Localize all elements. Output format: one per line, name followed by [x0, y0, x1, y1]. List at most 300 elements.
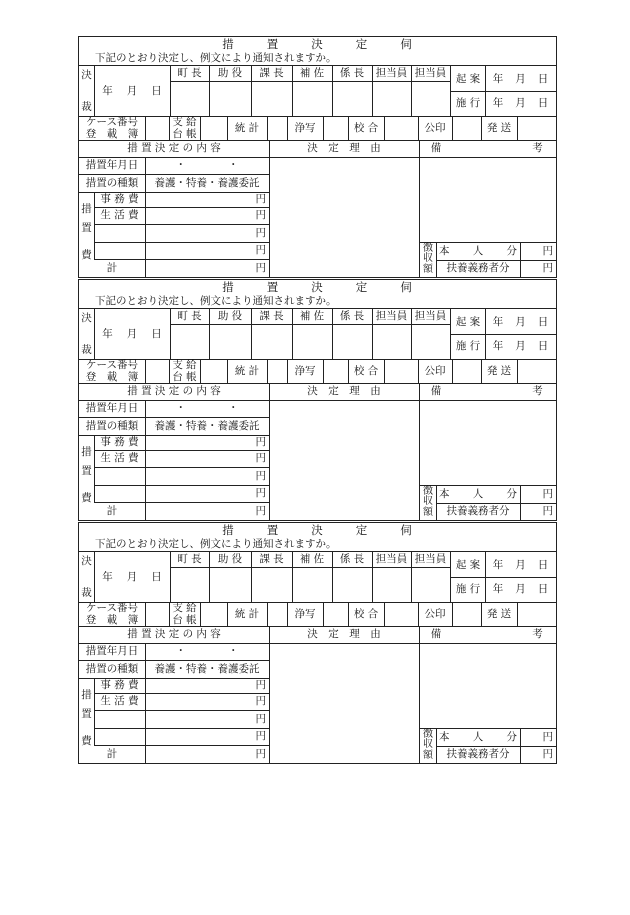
daichou-label: 台 帳: [172, 613, 197, 626]
sochi-hi-char: 措: [81, 688, 92, 701]
date-part: 日: [537, 72, 549, 85]
form-title-char: 定: [355, 279, 369, 294]
amount-field[interactable]: 円: [255, 452, 266, 465]
date-part: 日: [537, 96, 549, 109]
rule-v: [292, 65, 293, 116]
rule-v: [227, 116, 228, 140]
amount-field[interactable]: 円: [255, 261, 266, 274]
choushu-char: 収: [423, 253, 433, 265]
date-part: 日: [537, 315, 549, 328]
rule-v: [94, 551, 95, 602]
biko-label: 備: [430, 385, 442, 398]
approver-stamp-box[interactable]: [372, 81, 411, 116]
sochi-kettei-form: [78, 522, 557, 764]
honnin-char: 人: [472, 244, 484, 257]
choushu-char: 徴: [423, 242, 433, 254]
rule-v: [323, 359, 324, 383]
approver-label: 補 佐: [299, 310, 325, 323]
approver-label: 係 長: [339, 310, 365, 323]
rule-h: [450, 577, 556, 578]
date-part: 月: [515, 315, 526, 328]
touroku-label: 登 載 簿: [85, 127, 139, 140]
kouin-label: 公印: [424, 121, 446, 134]
rule-v: [170, 65, 171, 116]
date-field[interactable]: [94, 552, 170, 602]
kessai-char-bottom: 裁: [81, 586, 92, 599]
approver-stamp-box[interactable]: [251, 324, 292, 359]
rule-v: [227, 359, 228, 383]
amount-field[interactable]: 円: [255, 487, 266, 500]
honnin-amount[interactable]: 円: [542, 244, 553, 257]
rule-v: [332, 551, 333, 602]
case-no-label: ケース番号: [86, 601, 138, 614]
form-title-char: 措: [222, 36, 235, 51]
date-part: 年: [492, 72, 504, 85]
rule-v: [520, 485, 521, 520]
date-part: 年: [492, 582, 504, 595]
rule-v: [170, 308, 171, 359]
kessai-char-top: 決: [81, 311, 92, 324]
daichou-label: 台 帳: [172, 370, 197, 383]
rule-v: [145, 157, 146, 277]
kougou-label: 校 合: [353, 364, 379, 377]
amount-field[interactable]: 円: [255, 504, 266, 517]
rule-v: [481, 116, 482, 140]
day-label: 日: [151, 327, 162, 340]
date-part: 月: [515, 339, 526, 352]
kessai-char-top: 決: [81, 554, 92, 567]
total-label: 計: [106, 504, 118, 517]
form-title-char: 決: [311, 36, 324, 51]
content-header: 措 置 決 定 の 内 容: [127, 385, 221, 398]
approver-stamp-box[interactable]: [209, 567, 251, 602]
honnin-amount[interactable]: 円: [542, 487, 553, 500]
rule-v: [251, 308, 252, 359]
form-title: [79, 523, 556, 538]
kessai-char-bottom: 裁: [81, 343, 92, 356]
reason-header: 決 定 理 由: [307, 385, 381, 398]
rule-v: [145, 643, 146, 763]
shikou-date[interactable]: [485, 335, 556, 357]
rule-h: [450, 334, 556, 335]
rule-v: [287, 116, 288, 140]
approver-stamp-box[interactable]: [332, 81, 372, 116]
notice-text: 下記のとおり決定し、例文により通知されますか。: [95, 294, 337, 307]
sochi-hi-char: 置: [81, 464, 92, 477]
approver-stamp-box[interactable]: [170, 81, 209, 116]
fuyou-label: 扶養義務者分: [446, 262, 510, 275]
rule-v: [145, 359, 146, 383]
case-no-label: ケース番号: [86, 358, 138, 371]
rule-v: [287, 602, 288, 626]
rule-v: [227, 602, 228, 626]
kian-date[interactable]: [485, 311, 556, 333]
approver-stamp-box[interactable]: [411, 567, 450, 602]
kessai-char-bottom: 裁: [81, 100, 92, 113]
rule-v: [145, 116, 146, 140]
approver-label: 担当員: [375, 67, 408, 80]
approver-label: 補 佐: [299, 67, 325, 80]
rule-v: [436, 485, 437, 520]
date-part: 年: [492, 315, 504, 328]
rule-v: [267, 116, 268, 140]
rule-v: [411, 65, 412, 116]
sochi-date-label: 措置年月日: [85, 159, 139, 172]
approver-label: 助 役: [217, 553, 243, 566]
amount-field[interactable]: 円: [255, 679, 266, 692]
honnin-char: 本: [439, 730, 450, 743]
approver-label: 担当員: [375, 310, 408, 323]
rule-v: [372, 551, 373, 602]
rule-v: [94, 678, 95, 745]
rule-h: [170, 324, 450, 325]
seikatsuhi-label: 生 活 費: [100, 695, 139, 708]
approver-stamp-box[interactable]: [332, 567, 372, 602]
honnin-char: 分: [506, 244, 517, 257]
form-title-char: 伺: [400, 522, 413, 537]
month-label: 月: [126, 327, 138, 340]
rule-v: [419, 626, 420, 763]
amount-field[interactable]: 円: [255, 469, 266, 482]
kian-label: 起 案: [455, 72, 481, 85]
rule-v: [267, 602, 268, 626]
rule-v: [169, 359, 170, 383]
rule-v: [418, 116, 419, 140]
approver-label: 町 長: [177, 67, 202, 80]
kian-label: 起 案: [455, 315, 481, 328]
rule-h: [170, 567, 450, 568]
sochi-hi-char: 措: [81, 202, 92, 215]
amount-field[interactable]: 円: [255, 244, 266, 257]
date-field[interactable]: [94, 309, 170, 359]
approver-label: 町 長: [177, 310, 202, 323]
approver-stamp-box[interactable]: [292, 567, 332, 602]
approver-label: 町 長: [177, 553, 202, 566]
choushu-char: 収: [423, 496, 433, 508]
rule-v: [200, 116, 201, 140]
form-title-char: 置: [266, 36, 280, 51]
rule-v: [209, 308, 210, 359]
amount-field[interactable]: 円: [255, 209, 266, 222]
form-title-char: 決: [311, 279, 324, 294]
kian-date[interactable]: [485, 68, 556, 90]
content-header: 措 置 決 定 の 内 容: [127, 142, 221, 155]
shikou-date[interactable]: [485, 578, 556, 600]
jousha-label: 浄写: [294, 607, 316, 620]
shikyu-label: 支 給: [172, 115, 197, 128]
sochi-date-value: ・ ・: [175, 159, 239, 172]
sochi-date-value: ・ ・: [175, 402, 239, 415]
kou-label: 考: [532, 385, 543, 398]
sochi-hi-char: 措: [81, 445, 92, 458]
rule-v: [292, 308, 293, 359]
rule-v: [411, 308, 412, 359]
form-title-char: 定: [355, 36, 369, 51]
approver-label: 係 長: [339, 553, 365, 566]
shikou-label: 施 行: [455, 582, 481, 595]
approver-label: 課 長: [259, 67, 284, 80]
rule-v: [419, 383, 420, 520]
amount-field[interactable]: 円: [255, 226, 266, 239]
toukei-label: 統 計: [234, 364, 260, 377]
rule-v: [452, 602, 453, 626]
date-part: 日: [537, 582, 549, 595]
approver-label: 担当員: [414, 310, 447, 323]
sochi-hi-char: 置: [81, 221, 92, 234]
rule-v: [348, 602, 349, 626]
rule-v: [145, 400, 146, 520]
notice-text: 下記のとおり決定し、例文により通知されますか。: [95, 51, 337, 64]
rule-v: [411, 551, 412, 602]
approver-label: 補 佐: [299, 553, 325, 566]
rule-v: [452, 359, 453, 383]
rule-v: [323, 116, 324, 140]
form-title-char: 伺: [400, 36, 413, 51]
rule-v: [94, 192, 95, 259]
sochi-kettei-form: [78, 279, 557, 521]
day-label: 日: [151, 84, 162, 97]
kian-label: 起 案: [455, 558, 481, 571]
rule-v: [323, 602, 324, 626]
seikatsuhi-label: 生 活 費: [100, 452, 139, 465]
approver-label: 助 役: [217, 67, 243, 80]
jimuhi-label: 事 務 費: [100, 436, 139, 449]
total-label: 計: [106, 261, 118, 274]
sochi-type-options: 養護・特養・養護委託: [154, 176, 260, 189]
sochi-type-options: 養護・特養・養護委託: [154, 419, 260, 432]
form-title-char: 措: [222, 522, 235, 537]
choushu-char: 徴: [423, 485, 433, 497]
rule-h: [170, 81, 450, 82]
daichou-label: 台 帳: [172, 127, 197, 140]
biko-label: 備: [430, 142, 442, 155]
approver-stamp-box[interactable]: [372, 567, 411, 602]
approver-label: 係 長: [339, 67, 365, 80]
form-title-char: 置: [266, 522, 280, 537]
jimuhi-label: 事 務 費: [100, 193, 139, 206]
shikou-date[interactable]: [485, 92, 556, 114]
rule-v: [145, 602, 146, 626]
sochi-date-value: ・ ・: [175, 645, 239, 658]
sochi-date-label: 措置年月日: [85, 645, 139, 658]
approver-stamp-box[interactable]: [209, 81, 251, 116]
rule-v: [517, 359, 518, 383]
rule-v: [209, 65, 210, 116]
approver-stamp-box[interactable]: [332, 324, 372, 359]
choushu-char: 額: [423, 749, 433, 761]
form-title-char: 措: [222, 279, 235, 294]
sochi-hi-char: 費: [81, 248, 92, 261]
rule-v: [169, 602, 170, 626]
rule-v: [269, 383, 270, 520]
kougou-label: 校 合: [353, 607, 379, 620]
rule-v: [251, 65, 252, 116]
rule-v: [94, 308, 95, 359]
jousha-label: 浄写: [294, 364, 316, 377]
approver-stamp-box[interactable]: [209, 324, 251, 359]
date-part: 年: [492, 558, 504, 571]
approver-label: 課 長: [259, 310, 284, 323]
rule-v: [267, 359, 268, 383]
form-title: [79, 280, 556, 295]
rule-v: [348, 359, 349, 383]
toukei-label: 統 計: [234, 121, 260, 134]
fuyou-label: 扶養義務者分: [446, 748, 510, 761]
rule-v: [418, 602, 419, 626]
kou-label: 考: [532, 142, 543, 155]
year-label: 年: [102, 327, 113, 340]
sochi-hi-char: 置: [81, 707, 92, 720]
shikyu-label: 支 給: [172, 358, 197, 371]
biko-label: 備: [430, 628, 442, 641]
content-header: 措 置 決 定 の 内 容: [127, 628, 221, 641]
rule-v: [200, 602, 201, 626]
hassou-label: 発 送: [486, 121, 512, 134]
reason-header: 決 定 理 由: [307, 628, 381, 641]
rule-v: [372, 65, 373, 116]
choushu-label: [420, 242, 436, 277]
seikatsuhi-label: 生 活 費: [100, 209, 139, 222]
honnin-char: 本: [439, 487, 450, 500]
fuyou-amount[interactable]: 円: [542, 505, 553, 518]
rule-v: [269, 626, 270, 763]
shikou-label: 施 行: [455, 339, 481, 352]
case-no-label: ケース番号: [86, 115, 138, 128]
rule-v: [384, 359, 385, 383]
approver-label: 担当員: [414, 67, 447, 80]
amount-field[interactable]: 円: [255, 436, 266, 449]
rule-v: [94, 65, 95, 116]
amount-field[interactable]: 円: [255, 193, 266, 206]
approver-stamp-box[interactable]: [170, 324, 209, 359]
jimuhi-label: 事 務 費: [100, 679, 139, 692]
approver-stamp-box[interactable]: [411, 81, 450, 116]
approver-stamp-box[interactable]: [251, 81, 292, 116]
honnin-label: [436, 728, 520, 746]
month-label: 月: [126, 84, 138, 97]
rule-v: [348, 116, 349, 140]
choushu-char: 額: [423, 506, 433, 518]
rule-v: [520, 242, 521, 277]
year-label: 年: [102, 84, 113, 97]
approver-label: 助 役: [217, 310, 243, 323]
amount-field[interactable]: 円: [255, 712, 266, 725]
kougou-label: 校 合: [353, 121, 379, 134]
sochi-type-label: 措置の種類: [85, 662, 139, 675]
date-part: 日: [537, 339, 549, 352]
rule-v: [384, 602, 385, 626]
rule-v: [332, 308, 333, 359]
amount-field[interactable]: 円: [255, 730, 266, 743]
approver-label: 課 長: [259, 553, 284, 566]
approver-stamp-box[interactable]: [251, 567, 292, 602]
amount-field[interactable]: 円: [255, 695, 266, 708]
date-part: 月: [515, 558, 526, 571]
sochi-date-label: 措置年月日: [85, 402, 139, 415]
date-part: 年: [492, 339, 504, 352]
rule-v: [452, 116, 453, 140]
rule-v: [517, 602, 518, 626]
honnin-char: 本: [439, 244, 450, 257]
honnin-char: 人: [472, 487, 484, 500]
hassou-label: 発 送: [486, 364, 512, 377]
rule-v: [209, 551, 210, 602]
approver-stamp-box[interactable]: [292, 81, 332, 116]
honnin-char: 分: [506, 487, 517, 500]
rule-v: [418, 359, 419, 383]
amount-field[interactable]: 円: [255, 747, 266, 760]
rule-v: [419, 140, 420, 277]
date-part: 日: [537, 558, 549, 571]
rule-v: [436, 728, 437, 763]
date-part: 月: [515, 582, 526, 595]
kou-label: 考: [532, 628, 543, 641]
sochi-type-label: 措置の種類: [85, 176, 139, 189]
rule-v: [481, 359, 482, 383]
month-label: 月: [126, 570, 138, 583]
form-title-char: 置: [266, 279, 280, 294]
form-title-char: 定: [355, 522, 369, 537]
rule-v: [251, 551, 252, 602]
reason-header: 決 定 理 由: [307, 142, 381, 155]
choushu-char: 徴: [423, 728, 433, 740]
fuyou-amount[interactable]: 円: [542, 262, 553, 275]
rule-v: [170, 551, 171, 602]
sochi-type-options: 養護・特養・養護委託: [154, 662, 260, 675]
kouin-label: 公印: [424, 607, 446, 620]
rule-v: [287, 359, 288, 383]
form-title-char: 伺: [400, 279, 413, 294]
choushu-char: 収: [423, 739, 433, 751]
approver-stamp-box[interactable]: [292, 324, 332, 359]
approver-stamp-box[interactable]: [411, 324, 450, 359]
shikou-label: 施 行: [455, 96, 481, 109]
date-field[interactable]: [94, 66, 170, 116]
sochi-kettei-form: [78, 36, 557, 278]
sochi-hi-char: 費: [81, 491, 92, 504]
fuyou-amount[interactable]: 円: [542, 748, 553, 761]
notice-text: 下記のとおり決定し、例文により通知されますか。: [95, 537, 337, 550]
honnin-char: 分: [506, 730, 517, 743]
choushu-label: [420, 728, 436, 763]
sochi-type-label: 措置の種類: [85, 419, 139, 432]
shikyu-label: 支 給: [172, 601, 197, 614]
kian-date[interactable]: [485, 554, 556, 576]
approver-stamp-box[interactable]: [372, 324, 411, 359]
honnin-amount[interactable]: 円: [542, 730, 553, 743]
toukei-label: 統 計: [234, 607, 260, 620]
honnin-char: 人: [472, 730, 484, 743]
day-label: 日: [151, 570, 162, 583]
rule-v: [384, 116, 385, 140]
approver-stamp-box[interactable]: [170, 567, 209, 602]
rule-v: [332, 65, 333, 116]
rule-v: [169, 116, 170, 140]
rule-v: [94, 435, 95, 502]
rule-v: [292, 551, 293, 602]
rule-v: [520, 728, 521, 763]
rule-v: [481, 602, 482, 626]
approver-label: 担当員: [375, 553, 408, 566]
date-part: 年: [492, 96, 504, 109]
rule-h: [450, 91, 556, 92]
choushu-char: 額: [423, 263, 433, 275]
jousha-label: 浄写: [294, 121, 316, 134]
honnin-label: [436, 242, 520, 260]
date-part: 月: [515, 72, 526, 85]
date-part: 月: [515, 96, 526, 109]
rule-v: [436, 242, 437, 277]
